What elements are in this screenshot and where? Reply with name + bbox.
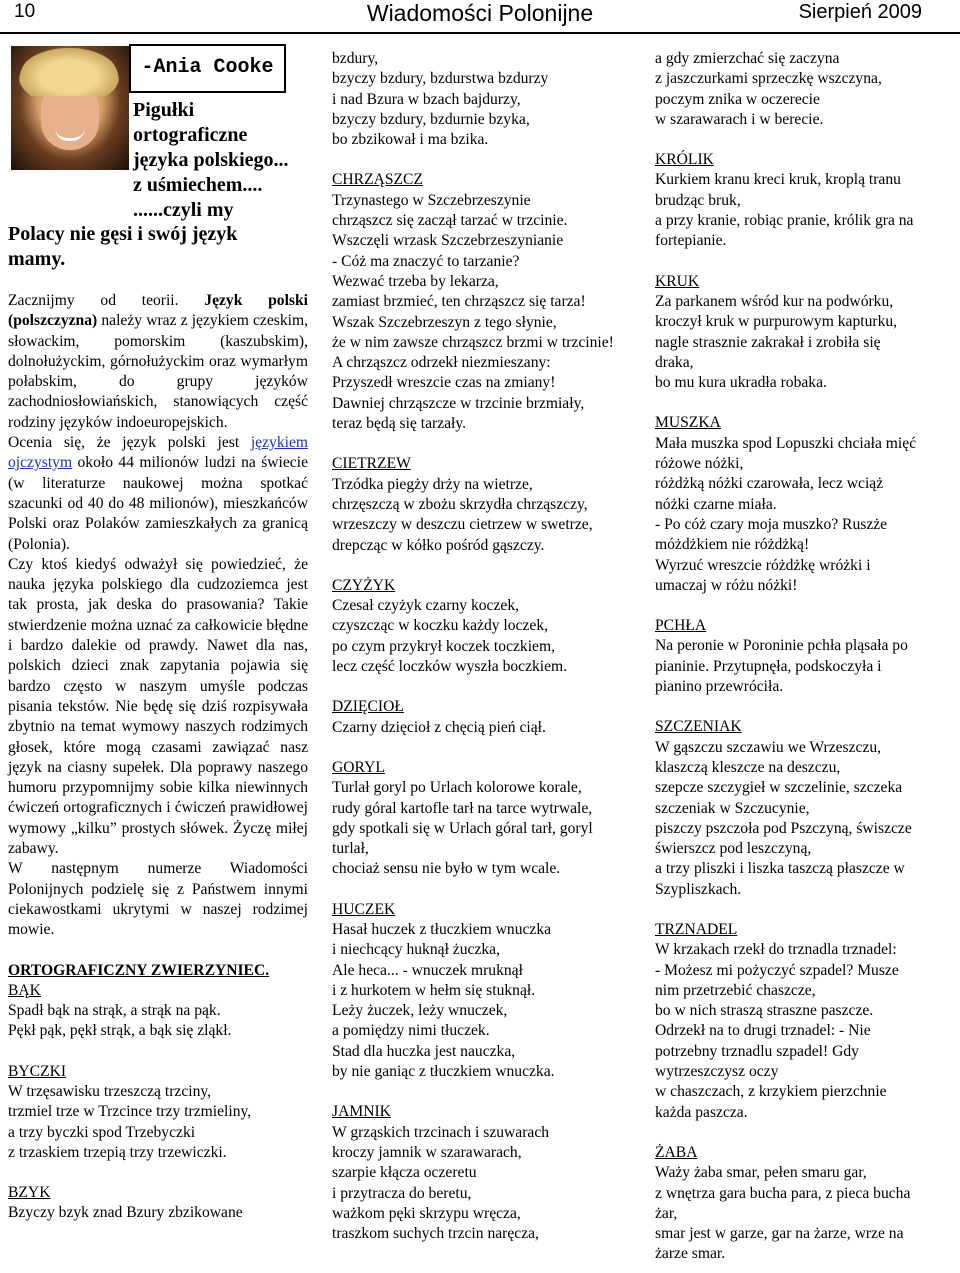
spacer: [332, 556, 632, 576]
poem-line: nagle strasznie zakrakał i zrobiła się: [655, 333, 881, 351]
poem-list: [655, 130, 955, 1265]
poem-line: wytrzeszczysz oczy: [655, 1063, 779, 1081]
poem-line: Spadł bąk na strąk, a strąk na pąk.: [8, 1002, 221, 1020]
poem-line: każda paszcza.: [655, 1103, 748, 1121]
spacer: [655, 252, 955, 272]
title-line: ......czyli my: [133, 199, 234, 221]
title-line: mamy.: [8, 248, 66, 270]
spacer: [655, 900, 955, 920]
poem-line: Wyrzuć wreszcie różdżkę wróżki i: [655, 556, 871, 574]
poem-line: i przytracza do beretu,: [332, 1184, 472, 1202]
poem-line: Kurkiem kranu kreci kruk, kroplą tranu: [655, 171, 901, 189]
spacer: [332, 677, 632, 697]
poem-line: Leży żuczek, leży wnuczek,: [332, 1002, 508, 1020]
paragraph: W następnym numerze Wiadomości Polonijnych podzielę się z Państwem innymi ciekawostkami ukrytymi w naszej rodzimej mowie.: [8, 860, 308, 939]
author-hair: [19, 48, 119, 96]
poem-line: i niechcący huknął żuczka,: [332, 941, 500, 959]
poem-continuation: [655, 49, 955, 130]
poem-line: chociaż sensu nie było w tym wcale.: [332, 860, 561, 878]
poem-line: żar,: [655, 1204, 678, 1222]
spacer: [655, 130, 955, 150]
author-name-box: -Ania Cooke: [129, 44, 286, 93]
poem-list: [8, 981, 308, 1224]
poem-line: a pomiędzy nimi tłuczek.: [332, 1022, 490, 1040]
poem-title: CZYŻYK: [332, 576, 396, 594]
column-2: [332, 49, 632, 1244]
poem-line: bo mu kura ukradła robaka.: [655, 374, 827, 392]
column-3: [655, 49, 955, 1265]
title-line: ortograficzne: [133, 124, 248, 146]
newsletter-title: Wiadomości Polonijne: [366, 0, 594, 26]
title-line: z uśmiechem....: [133, 174, 263, 196]
poem-line: Wszczęli wrzask Szczebrzeszynianie: [332, 232, 564, 250]
poem-line: wrzeszczy w deszczu cietrzew w swetrze,: [332, 516, 593, 534]
poem-line: - Cóż ma znaczyć to tarzanie?: [332, 252, 520, 270]
poem-line: klaszczą kleszcze na deszczu,: [655, 758, 841, 776]
poem-line: a trzy byczki spod Trzebyczki: [8, 1123, 196, 1141]
title-line: Pigułki: [133, 99, 195, 121]
poem-line: Hasał huczek z tłuczkiem wnuczka: [332, 920, 552, 938]
poem-title: DZIĘCIOŁ: [332, 698, 404, 716]
page-header: [0, 0, 960, 34]
poem-line: Stad dla huczka jest nauczka,: [332, 1042, 516, 1060]
poem-line: móżdżkiem nie różdżką!: [655, 536, 810, 554]
poem-line: Wezwać trzeba by lekarza,: [332, 272, 499, 290]
poem-line: różdżką nóżki czarowała, lecz wciąż: [655, 475, 884, 493]
poem-title: SZCZENIAK: [655, 718, 742, 736]
article-title-full: [8, 222, 308, 272]
author-photo: [11, 46, 129, 170]
poem-line: smar jest w garze, gar na żarze, wrze na: [655, 1225, 904, 1243]
poem-line: szarpie kłącza oczeretu: [332, 1164, 477, 1182]
poem-line: Za parkanem wśród kur na podwórku,: [655, 292, 894, 310]
spacer: [332, 434, 632, 454]
poem-line: W grząskich trzcinach i szuwarach: [332, 1123, 550, 1141]
poem-line: W krzakach rzekł do trznadla trznadel:: [655, 941, 897, 959]
poem-line: Szypliszkach.: [655, 880, 742, 898]
page-number: 10: [14, 1, 36, 22]
spacer: [8, 941, 308, 961]
poem-line: w chaszczach, z krzykiem pierzchnie: [655, 1083, 887, 1101]
poem-title: KRUK: [655, 272, 700, 290]
spacer: [332, 738, 632, 758]
poem-line: drepcząc w kółko pośród gąszczy.: [332, 536, 545, 554]
poem-line: Waży żaba smar, pełen smaru gar,: [655, 1164, 867, 1182]
poem-line: chrzęszczą w zbożu skrzydła chrząszczy,: [332, 495, 588, 513]
poem-line: Turlał goryl po Urlach kolorowe korale,: [332, 779, 582, 797]
poem-line: teraz będą się tarzały.: [332, 415, 467, 433]
paragraph: Czy ktoś kiedyś odważył się powiedzieć, że nauka języka polskiego dla cudzoziemca jest tak prosta, jak deska do prasowania? Takie stwierdzenie można uznać za całkowicie błędne i bardzo dalekie od prawdy. Nawet dla nas, polskich dzieci znak zapytania pojawia się bardzo często w naszym umyśle podczas pisania tekstów. Nie będę się dziś rozpisywała zbytnio na temat wymowy naszych rodzimych głosek, które mogą czasami zawiązać nasz język na ciasny supełek. Dla poprawy naszego humoru przypomnijmy sobie kilka niewinnych ćwiczeń ortograficznych i ćwiczeń prawidłowej wymowy „kilku” prostych słówek. Życzę miłej zabawy.: [8, 555, 308, 858]
poem-line: z jaszczurkami sprzeczkę wszczyna,: [655, 70, 882, 88]
poem-title: CHRZĄSZCZ: [332, 171, 423, 189]
bold-term: Język polski (polszczyzna): [8, 292, 308, 330]
title-line: języka polskiego...: [133, 149, 289, 171]
poem-line: Dawniej chrząszcze w trzcinie brzmiały,: [332, 394, 585, 412]
poem-line: trzmiel trze w Trzcince trzy trzmieliny,: [8, 1103, 252, 1121]
poem-line: żarze smar.: [655, 1245, 726, 1263]
poem-line: szepcze szczygieł w szczelinie, szczeka: [655, 779, 903, 797]
poem-title: BZYK: [8, 1184, 51, 1202]
spacer: [332, 880, 632, 900]
poem-line: Trzódka piegży drży na wietrze,: [332, 475, 533, 493]
poem-line: pianino przewróciła.: [655, 678, 784, 696]
poem-line: traszkom suchych trzcin naręcza,: [332, 1225, 539, 1243]
poem-line: Czesał czyżyk czarny koczek,: [332, 597, 520, 615]
poem-line: czyszcząc w koczku każdy loczek,: [332, 617, 549, 635]
poem-line: bo zbzikował i ma bzika.: [332, 131, 489, 149]
poem-line: a gdy zmierzchać się zaczyna: [655, 50, 840, 67]
spacer: [8, 1163, 308, 1183]
poem-title: HUCZEK: [332, 900, 396, 918]
poem-line: bzyczy bzdury, bzdurstwa bzdurzy: [332, 70, 549, 88]
article-title-side: [133, 98, 308, 223]
issue-date: Sierpień 2009: [798, 1, 922, 23]
poem-line: A chrząszcz odrzekł niezmieszany:: [332, 354, 551, 372]
poem-line: w szarawarach i w berecie.: [655, 110, 824, 128]
poem-line: kroczy jamnik w szarawarach,: [332, 1143, 522, 1161]
poem-line: szczeniak w Szczucynie,: [655, 799, 810, 817]
poem-title: TRZNADEL: [655, 920, 738, 938]
poem-line: by nie ganiąc z tłuczkiem wnuczka.: [332, 1063, 555, 1081]
poem-line: gdy spotkali się w Urlach góral tarł, goryl: [332, 819, 593, 837]
spacer: [8, 1042, 308, 1062]
poem-line: i nad Bzura w bzach bajdurzy,: [332, 90, 521, 108]
poem-line: lecz część loczków wyszła boczkiem.: [332, 658, 568, 676]
poem-line: że w nim zawsze chrząszcz brzmi w trzcinie!: [332, 333, 614, 351]
poem-line: - Po cóż czary moja muszko? Ruszże: [655, 515, 888, 533]
poem-line: Pękł pąk, pękł strąk, a bąk się zląkł.: [8, 1022, 232, 1040]
poem-title: PCHŁA: [655, 617, 707, 635]
poem-line: bo w nich straszą straszne paszcze.: [655, 1002, 874, 1020]
poem-title: BYCZKI: [8, 1062, 67, 1080]
poem-title: JAMNIK: [332, 1103, 391, 1121]
poem-line: Trzynastego w Szczebrzeszynie: [332, 191, 531, 209]
poem-title: KRÓLIK: [655, 151, 714, 169]
spacer: [655, 697, 955, 717]
poem-line: umaczaj w różu nóżki!: [655, 576, 798, 594]
poem-line: chrząszcz się zaczął tarzać w trzcinie.: [332, 212, 568, 230]
poem-line: a przy kranie, robiąc pranie, królik gra na: [655, 212, 914, 230]
poem-line: turlał,: [332, 840, 369, 858]
article-body: [8, 291, 308, 1224]
poem-line: bzdury,: [332, 50, 379, 67]
poem-title: CIETRZEW: [332, 455, 411, 473]
poem-line: Przyszedł wreszcie czas na zmiany!: [332, 374, 556, 392]
poem-title: MUSZKA: [655, 414, 721, 432]
poem-line: z wnętrza gara bucha para, z pieca bucha: [655, 1184, 911, 1202]
spacer: [655, 393, 955, 413]
poem-line: brudząc bruk,: [655, 191, 741, 209]
spacer: [332, 1082, 632, 1102]
poem-line: Odrzekł na to drugi trznadel: - Nie: [655, 1022, 871, 1040]
spacer: [655, 1123, 955, 1143]
poem-line: nóżki czarne miała.: [655, 495, 777, 513]
poem-line: świerszcz pod leszczyną,: [655, 840, 812, 858]
poem-line: nim przetrzebić chaszcze,: [655, 981, 816, 999]
poem-line: - Możesz mi pożyczyć szpadel? Musze: [655, 961, 899, 979]
paragraph: Ocenia się, że język polski jest językiem ojczystym około 44 milionów ludzi na świecie (w literaturze naukowej można spotkać szacunki od 40 do 48 milionów), mieszkańców Polski oraz Polaków zamieszkałych za granicą (Polonia).: [8, 434, 308, 553]
poem-line: draka,: [655, 353, 694, 371]
poem-title: BĄK: [8, 981, 41, 999]
poem-line: ważkom pęki skrzypu wręcza,: [332, 1204, 521, 1222]
poem-line: fortepianie.: [655, 232, 727, 250]
link-jezyk-ojczysty[interactable]: językiem ojczystym: [8, 434, 308, 472]
poem-line: Bzyczy bzyk znad Bzury zbzikowane: [8, 1204, 243, 1222]
paragraph: Zacznijmy od teorii. Język polski (polszczyzna) należy wraz z językiem czeskim, słowackim, pomorskim (kaszubskim), dolnołużyckim, górnołużyckim oraz wymarłym połabskim, do grupy języków zachodniosłowiańskich, stanowiących część rodziny języków indoeuropejskich.: [8, 292, 308, 431]
poem-line: Mała muszka spod Lopuszki chciała mięć: [655, 434, 917, 452]
poem-line: po czym przykrył koczek toczkiem,: [332, 637, 555, 655]
poem-title: ŻABA: [655, 1143, 698, 1161]
poem-line: Ale heca... - wnuczek mruknął: [332, 961, 523, 979]
poem-line: piszczy pszczoła pod Pszczyną, świszcze: [655, 819, 912, 837]
poem-line: rudy góral kartofle tarł na tarce wytrwale,: [332, 799, 593, 817]
spacer: [655, 596, 955, 616]
poem-line: kroczył kruk w purpurowym kapturku,: [655, 313, 898, 331]
poem-line: potrzebny trznadlu szpadel! Gdy: [655, 1042, 859, 1060]
poem-line: z trzaskiem trzepią trzy trzewiczki.: [8, 1143, 227, 1161]
poem-line: W trzęsawisku trzeszczą trzciny,: [8, 1082, 212, 1100]
spacer: [332, 150, 632, 170]
poem-list: [332, 150, 632, 1244]
poem-line: a trzy pliszki i liszka taszczą płaszcze w: [655, 860, 905, 878]
poem-line: Wszak Szczebrzeszyn z tego słynie,: [332, 313, 557, 331]
section-title: ORTOGRAFICZNY ZWIERZYNIEC.: [8, 961, 270, 979]
poem-continuation: [332, 49, 632, 150]
poem-line: i z hurkotem w hełm się stuknął.: [332, 981, 536, 999]
poem-line: różowe nóżki,: [655, 455, 744, 473]
title-line: Polacy nie gęsi i swój język: [8, 223, 238, 245]
poem-line: poczym znika w oczerecie: [655, 90, 820, 108]
poem-line: zamiast brzmieć, ten chrząszcz się tarza!: [332, 293, 586, 311]
poem-line: bzyczy bzdury, bzdurnie bzyka,: [332, 110, 530, 128]
poem-line: Czarny dzięcioł z chęcią pień ciął.: [332, 718, 546, 736]
poem-line: Na peronie w Poroninie pchła pląsała po: [655, 637, 908, 655]
poem-line: pianinie. Przytupnęła, podskoczyła i: [655, 657, 882, 675]
poem-line: W gąszczu szczawiu we Wrzeszczu,: [655, 738, 882, 756]
poem-title: GORYL: [332, 758, 385, 776]
